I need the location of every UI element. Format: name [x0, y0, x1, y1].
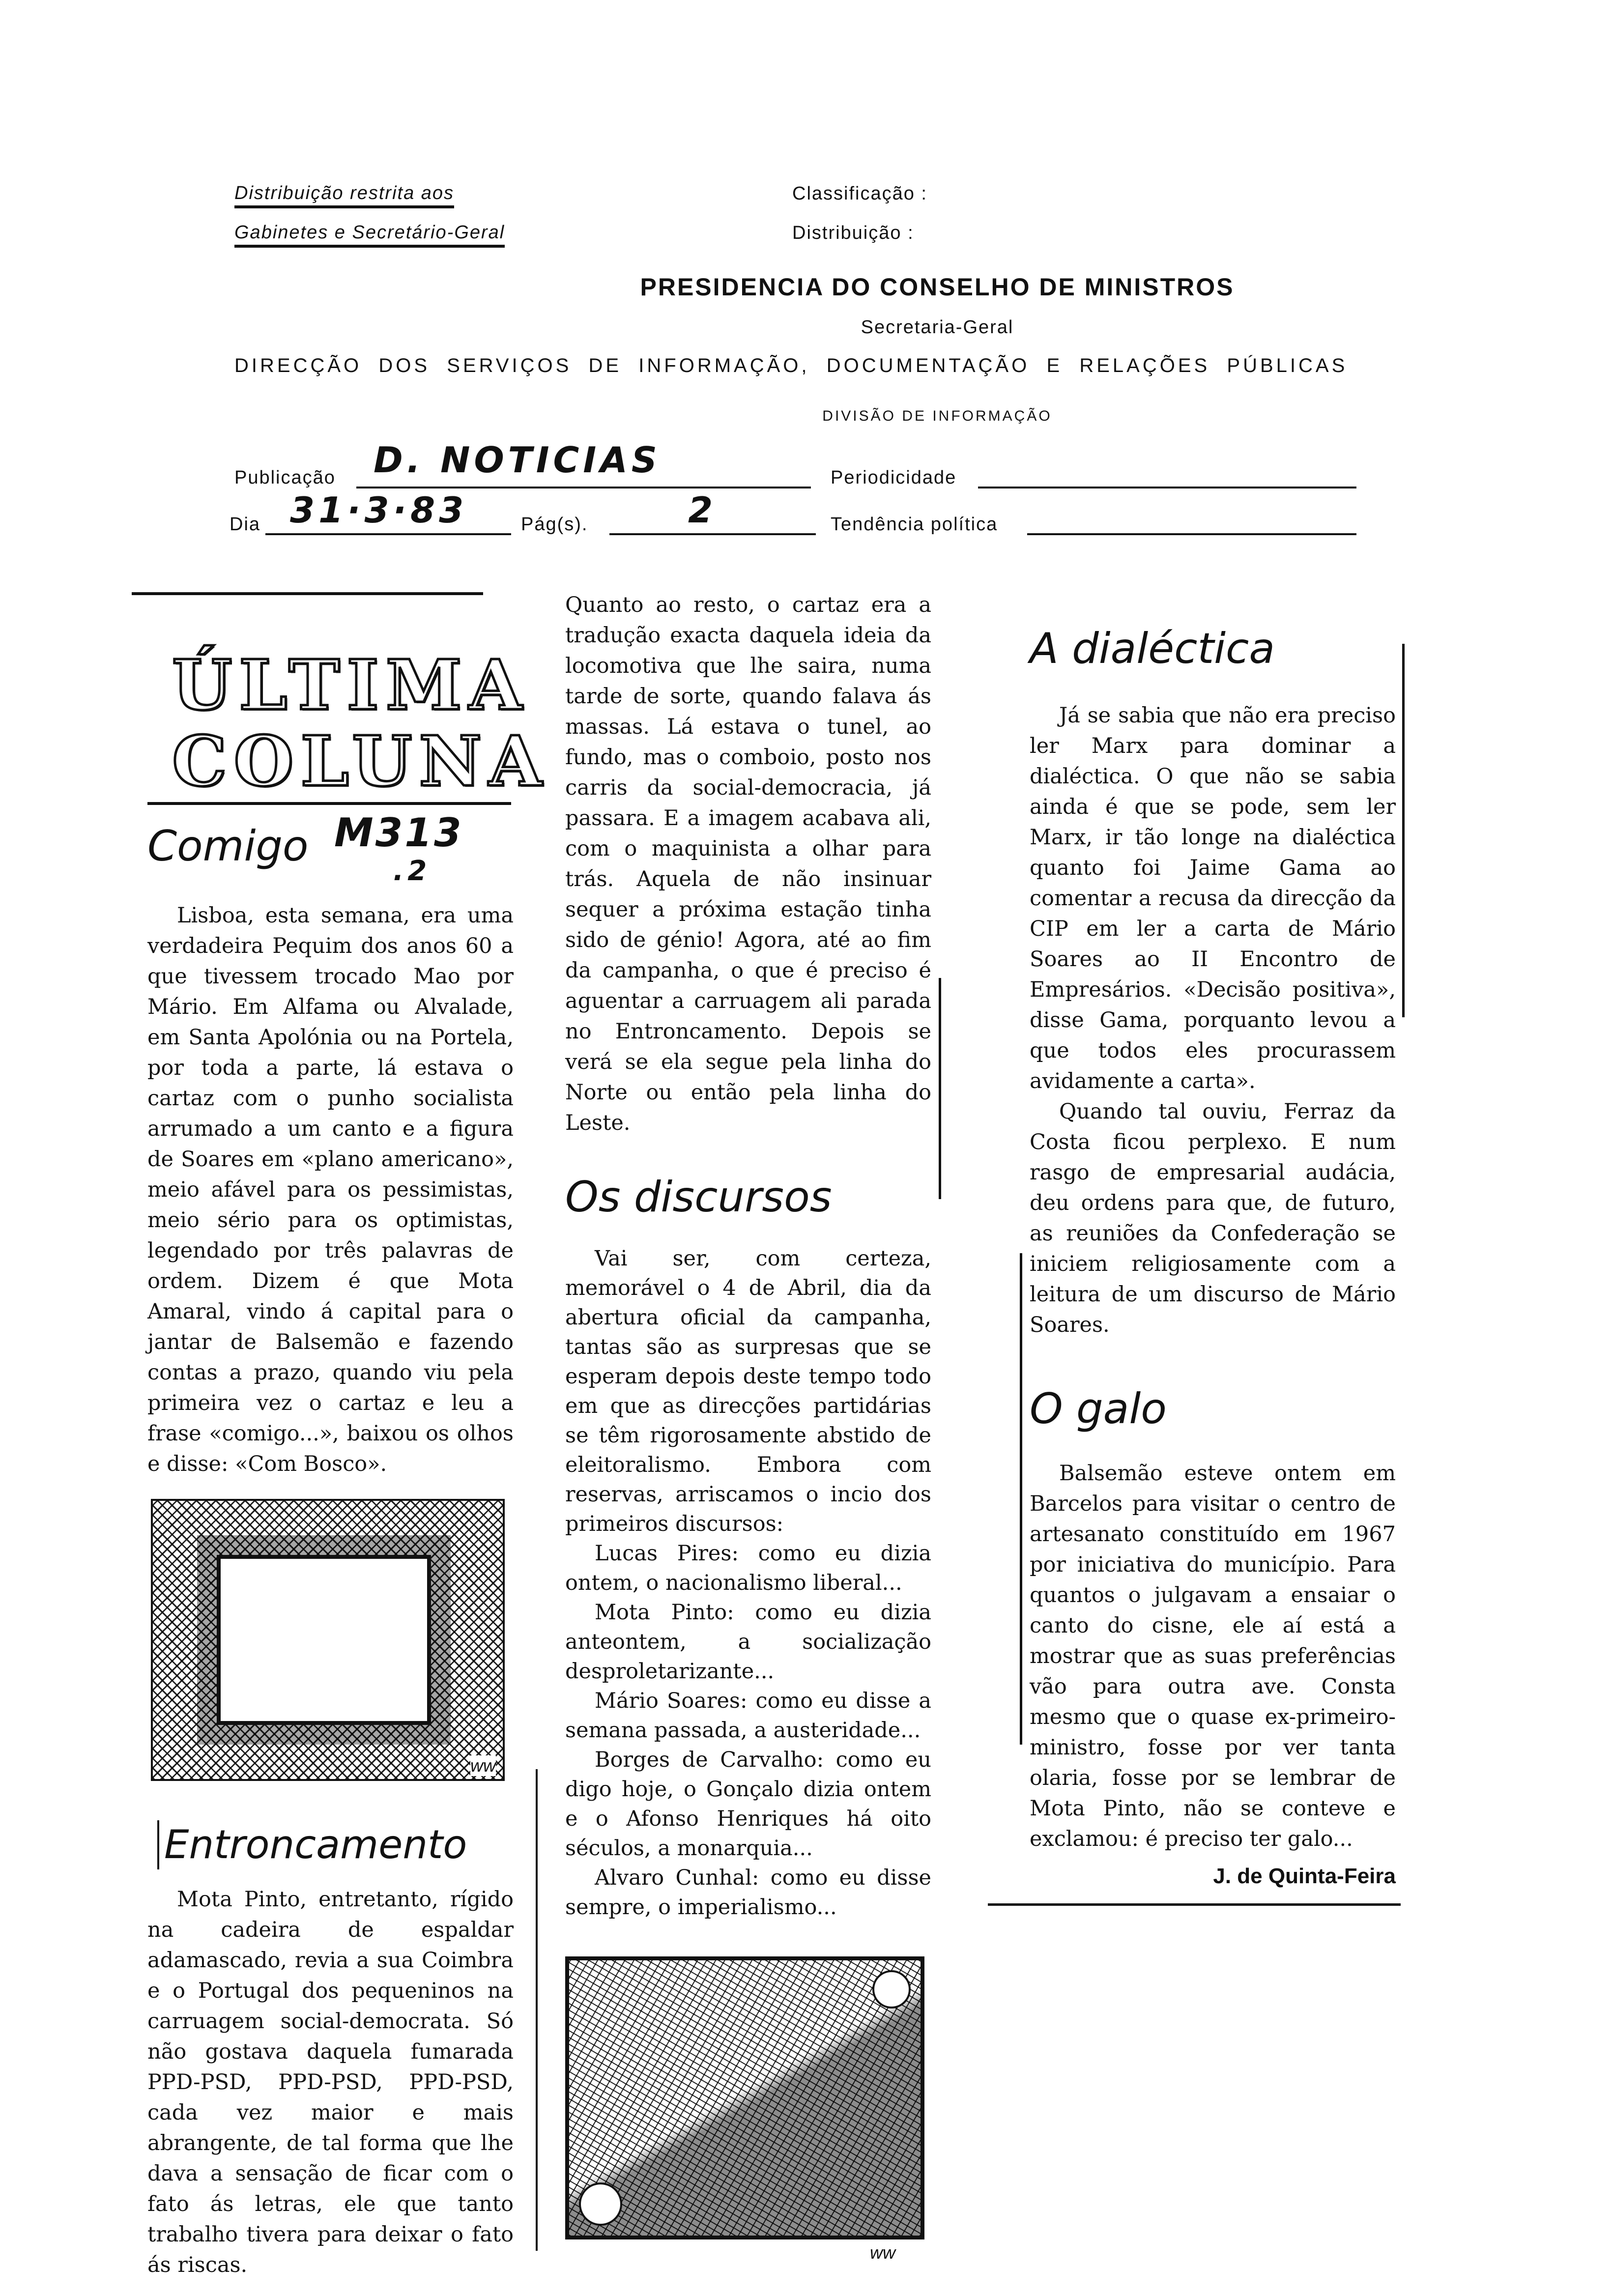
pages-value: 2	[688, 489, 717, 531]
publication-label: Publicação	[234, 467, 336, 488]
cartoonist-signature-2: ww	[870, 2242, 895, 2263]
day-value: 31·3·83	[290, 489, 468, 531]
column1-top-rule	[132, 592, 483, 595]
paragraph: Vai ser, com certeza, memorável o 4 de Abril, dia da abertura oficial da campanha, tantas são as surpresas que se esperam depois deste tempo todo em que as direcções partidárias se têm rigorosamente abstido de eleitoralismo. Embora com reservas, arriscamos o incio dos primeiros discursos:	[565, 1246, 931, 1536]
column2	[565, 590, 931, 2263]
paragraph: Mota Pinto, entretanto, rígido na cadeira de espaldar adamascado, revia a sua Coimbra e o Portugal dos pequeninos na carruagem social-democrata. Só não gostava daquela fumarada PPD-PSD, PPD-PSD, PPD-PSD, cada vez maior e mais abrangente, de tal forma que lhe dava a sensação de ficar com o fato ás letras, ele que tanto trabalho tivera para deixar o fato ás riscas.	[147, 1887, 514, 2277]
locomotive-light-circle	[579, 2182, 622, 2226]
publication-value: D. NOTICIAS	[374, 439, 661, 481]
restricted-line2-text: Gabinetes e Secretário-Geral	[234, 222, 505, 248]
heading-o-galo: O galo	[1030, 1384, 1167, 1434]
article-os-discursos	[565, 1244, 931, 1922]
paragraph: Quando tal ouviu, Ferraz da Costa ficou perplexo. E num rasgo de empresarial audácia, deu ordens para que, de futuro, as reuniões da Confederação se iniciem religiosamente com a leitura de um discurso de Mário Soares.	[1030, 1099, 1396, 1337]
article-a-dialectica	[1030, 700, 1396, 1340]
column1	[147, 822, 514, 2280]
distribution-label: Distribuição :	[792, 223, 914, 243]
column2-side-rule	[939, 978, 941, 1199]
cartoon-frame-illustration	[151, 1499, 505, 1781]
day-field	[265, 533, 511, 535]
heading-entroncamento: Entroncamento	[157, 1820, 514, 1869]
publication-field	[356, 487, 811, 488]
masthead-rule	[147, 802, 511, 805]
paragraph: Quanto ao resto, o cartaz era a tradução exacta daquela ideia da locomotiva que lhe saira, numa tarde de sorte, quando falava ás massas. Lá estava o tunel, ao fundo, mas o comboio, posto nos carris da social-democracia, já passara. E a imagem acabava ali, com o maquinista a olhar para trás. Aquela de não insinuar sequer a próxima estação tinha sido de génio! Agora, até ao fim da campanha, o que é preciso é aguentar a carruagem ali parada no Entroncamento. Depois se verá se ela segue pela linha do Norte ou então pela linha do Leste.	[565, 593, 931, 1135]
paragraph: Balsemão esteve ontem em Barcelos para visitar o centro de artesanato constituído em 1967 por iniciativa do município. Para quantos o julgavam a ensaiar o canto do cisne, ele aí está a mostrar que as suas preferências vão para outra ave. Consta mesmo que o quase ex-primeiro-ministro, fosse por ver tanta olaria, fosse por se lembrar de Mota Pinto, não se conteve e exclamou: é preciso ter galo...	[1030, 1461, 1396, 1851]
directorate-line: DIRECÇÃO DOS SERVIÇOS DE INFORMAÇÃO, DOCUMENTAÇÃO E RELAÇÕES PÚBLICAS	[234, 355, 1348, 376]
paragraph: Lisboa, esta semana, era uma verdadeira Pequim dos anos 60 a que tivessem trocado Mao por Mário. Em Alfama ou Alvalade, em Santa Apolónia ou na Portela, por toda a parte, lá estava o cartaz com o punho socialista arrumado a um canto e a figura de Soares em «plano americano», meio afável para os pessimistas, meio sério para os optimistas, legendado por três palavras de ordem. Dizem é que Mota Amaral, vindo á capital para o jantar de Balsemão e fazendo contas a prazo, quando viu pela primeira vez o cartaz e leu a frase «comigo...», baixou os olhos e disse: «Com Bosco».	[147, 903, 514, 1476]
article-entroncamento	[147, 1884, 514, 2280]
masthead-coluna: COLUNA	[172, 721, 549, 802]
paragraph: Mário Soares: como eu disse a semana passada, a austeridade...	[565, 1689, 931, 1743]
paragraph: Borges de Carvalho: como eu digo hoje, o Gonçalo dizia ontem e o Afonso Henriques há oito séculos, a monarquia...	[565, 1748, 931, 1861]
periodicity-field	[978, 487, 1356, 488]
restricted-distribution-line2	[234, 222, 505, 243]
frame-inner-square	[217, 1555, 431, 1725]
column3-left-rule	[1020, 1253, 1022, 1745]
paragraph: Alvaro Cunhal: como eu disse sempre, o imperialismo...	[565, 1866, 931, 1920]
cartoon-train-illustration	[565, 1956, 924, 2239]
tunnel-light-circle	[872, 1970, 911, 2009]
document-title: PRESIDENCIA DO CONSELHO DE MINISTROS	[640, 273, 1235, 301]
division-line: DIVISÃO DE INFORMAÇÃO	[822, 408, 1052, 424]
column3	[1030, 624, 1396, 1906]
tendency-field	[1027, 533, 1356, 535]
column2-left-rule	[536, 1769, 538, 2251]
periodicity-label: Periodicidade	[831, 467, 957, 488]
heading-os-discursos: Os discursos	[565, 1173, 832, 1222]
restricted-line1-text: Distribuição restrita aos	[234, 183, 454, 208]
pages-field	[609, 533, 816, 535]
paragraph: Lucas Pires: como eu dizia ontem, o nacionalismo liberal...	[565, 1541, 931, 1595]
author-signature: J. de Quinta-Feira	[1213, 1864, 1396, 1888]
heading-a-dialectica: A dialéctica	[1030, 624, 1275, 673]
tendency-label: Tendência política	[831, 514, 998, 535]
column3-bottom-rule	[988, 1903, 1401, 1906]
handwritten-annotation-sub: .2	[393, 855, 431, 887]
cartoonist-signature: ww	[470, 1755, 496, 1776]
day-label: Dia	[230, 514, 261, 535]
heading-comigo: Comigo	[147, 822, 309, 871]
paragraph: Já se sabia que não era preciso ler Marx para dominar a dialéctica. O que não se sabia ainda é que se pode, sem ler Marx, ir tão longe na dialéctica quanto foi Jaime Gama ao comentar a recusa da direcção da CIP em ler a carta de Mário Soares ao II Encontro de Empresários. «Decisão positiva», disse Gama, porquanto levou a que todos eles procurassem avidamente a carta».	[1030, 703, 1396, 1093]
masthead-ultima: ÚLTIMA	[172, 645, 529, 726]
article-comigo-continued	[565, 590, 931, 1138]
restricted-distribution-line1	[234, 183, 454, 204]
paragraph: Mota Pinto: como eu dizia anteontem, a socialização desproletarizante...	[565, 1600, 931, 1684]
column3-side-rule	[1402, 644, 1405, 1017]
pages-label: Pág(s).	[521, 514, 588, 535]
handwritten-annotation-code: M313	[334, 810, 463, 856]
article-o-galo	[1030, 1458, 1396, 1854]
document-subtitle: Secretaria-Geral	[861, 317, 1014, 338]
article-comigo	[147, 900, 514, 1479]
classification-label: Classificação :	[792, 183, 927, 204]
